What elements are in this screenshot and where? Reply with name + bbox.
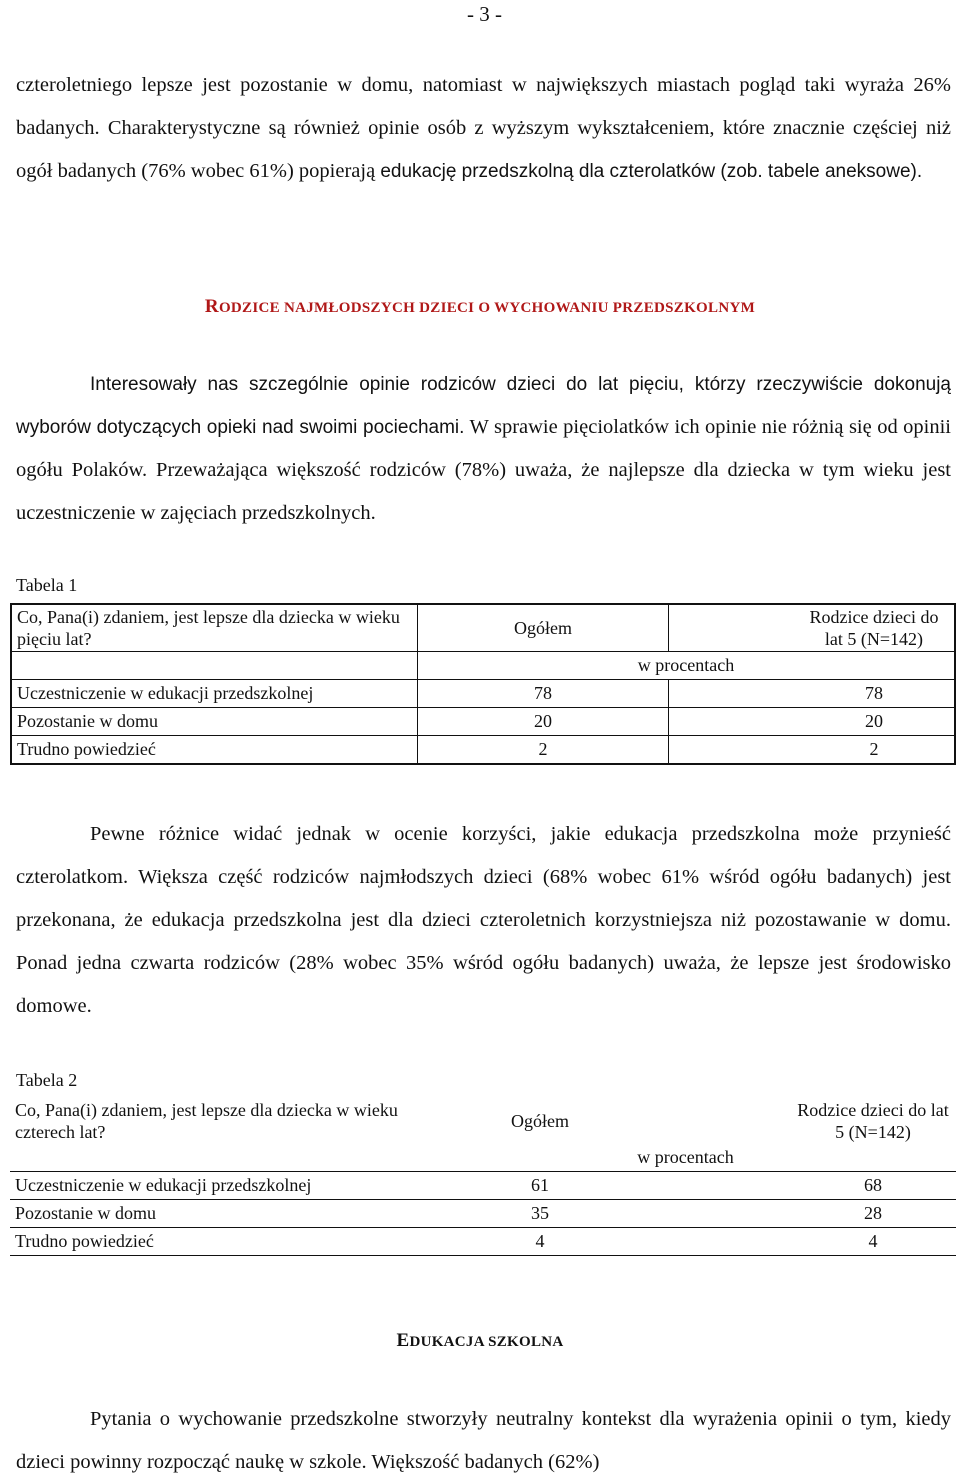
col-total-header: Ogółem (511, 1110, 569, 1131)
row-total: 2 (418, 736, 669, 765)
row-label: Trudno powiedzieć (10, 1228, 415, 1256)
section-heading-school (0, 1330, 960, 1352)
row-group: 2 (669, 736, 956, 765)
paragraph-2-sans-text: Interesowały nas szczególnie opinie rodziców dzieci do lat pięciu, którzy rzeczywiście dokonują wyborów dotyczących opieki nad swoimi pociechami. (16, 374, 951, 438)
table-2-label: Tabela 2 (16, 1070, 78, 1090)
paragraph-3: Pewne różnice widać jednak w ocenie korzyści, jakie edukacja przedszkolna może przynieść czterolatkom. Większa część rodziców najmłodszych dzieci (68% wobec 61% wśród ogółu badanych) jest przekonana, że edukacja przedszkolna jest dla dzieci czteroletnich korzystniejsza niż pozostawanie w domu. Ponad jedna czwarta rodziców (28% wobec 35% wśród ogółu badanych) uważa, że lepsze jest środowisko domowe. (16, 823, 951, 1017)
table-row (10, 1228, 956, 1256)
paragraph-2 (16, 363, 951, 535)
unit-row (10, 1144, 956, 1172)
heading-initial: R (204, 296, 219, 317)
table-2 (10, 1098, 956, 1256)
heading-rest: DUKACJA SZKOLNA (409, 1334, 564, 1350)
paragraph-1-sans-text: edukację przedszkolną dla czterolatków (zob. tabele aneksowe). (380, 161, 923, 182)
table-row (10, 1200, 956, 1228)
row-group: 78 (669, 680, 956, 708)
col-total-header: Ogółem (418, 604, 669, 652)
table-question: Co, Pana(i) zdaniem, jest lepsze dla dziecka w wieku czterech lat? (15, 1100, 398, 1142)
heading-initial: E (396, 1330, 410, 1351)
paragraph-2-text: W sprawie pięciolatków ich opinie nie różnią się od opinii ogółu Polaków. Przeważająca większość rodziców (78%) uważa, że najlepsze dla dziecka w tym wieku jest uczestniczenie w zajęciach przedszkolnych. (16, 416, 952, 524)
row-label: Uczestniczenie w edukacji przedszkolnej (10, 1172, 415, 1200)
table-row (11, 680, 955, 708)
row-total: 78 (418, 680, 669, 708)
row-total: 20 (418, 708, 669, 736)
unit-row (11, 652, 955, 680)
row-label: Pozostanie w domu (10, 1200, 415, 1228)
paragraph-1 (16, 64, 951, 193)
table-row (11, 708, 955, 736)
table-1-label: Tabela 1 (16, 575, 78, 595)
col-group-header: Rodzice dzieci do lat 5 (N=142) (669, 604, 956, 652)
unit-label: w procentach (415, 1144, 956, 1172)
table-row (10, 1172, 956, 1200)
row-group: 68 (665, 1172, 956, 1200)
row-total: 35 (415, 1200, 665, 1228)
paragraph-4: Pytania o wychowanie przedszkolne stworzyły neutralny kontekst dla wyrażenia opinii o tym, kiedy dzieci powinny rozpocząć naukę w szkole. Większość badanych (62%) (16, 1408, 951, 1473)
paragraph-1-text: czteroletniego lepsze jest pozostanie w domu, natomiast w największych miastach pogląd taki wyraża 26% badanych. Charakterystyczne są również opinie osób z wyższym wykształceniem, które znacznie częściej niż ogół badanych (76% wobec 61%) popierają (16, 74, 951, 182)
row-label: Pozostanie w domu (11, 708, 418, 736)
col-group-header: Rodzice dzieci do lat 5 (N=142) (797, 1100, 949, 1142)
row-total: 4 (415, 1228, 665, 1256)
row-label: Uczestniczenie w edukacji przedszkolnej (11, 680, 418, 708)
page-number: - 3 - (467, 2, 502, 26)
row-group: 4 (665, 1228, 956, 1256)
unit-label: w procentach (418, 652, 956, 680)
section-heading-parents (0, 296, 960, 318)
heading-rest: ODZICE NAJMŁODSZYCH DZIECI O WYCHOWANIU PRZEDSZKOLNYM (218, 300, 756, 316)
row-group: 20 (669, 708, 956, 736)
row-group: 28 (665, 1200, 956, 1228)
row-label: Trudno powiedzieć (11, 736, 418, 765)
row-total: 61 (415, 1172, 665, 1200)
table-row (11, 736, 955, 765)
table-1 (10, 603, 956, 765)
table-question: Co, Pana(i) zdaniem, jest lepsze dla dziecka w wieku pięciu lat? (11, 604, 418, 652)
